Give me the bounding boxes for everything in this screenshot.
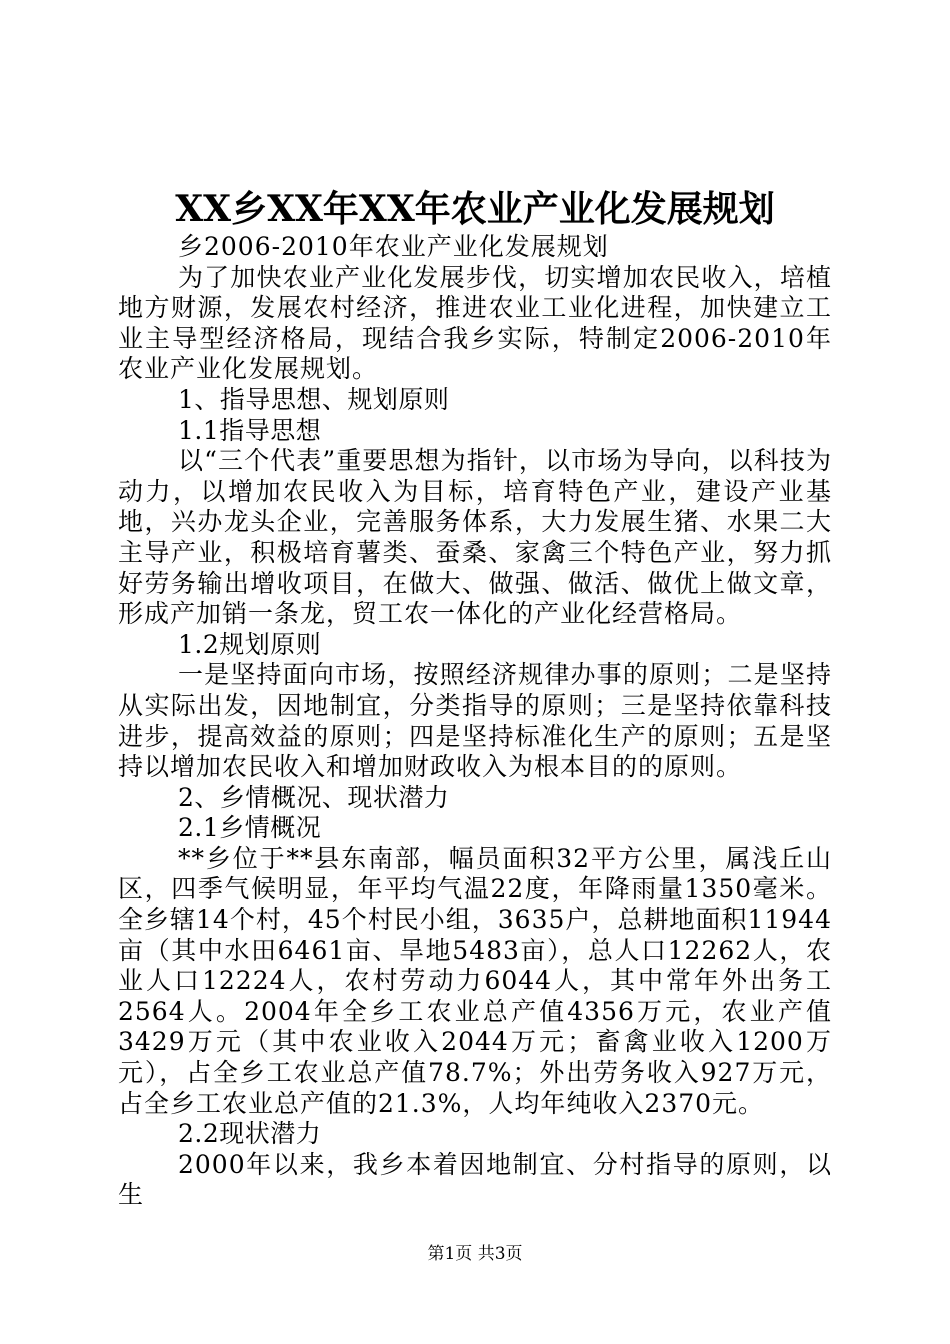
current-status-paragraph: 2000年以来，我乡本着因地制宜、分村指导的原则，以生 xyxy=(118,1149,832,1210)
intro-paragraph: 为了加快农业产业化发展步伐，切实增加农民收入，培植地方财源，发展农村经济，推进农业工业化进程，加快建立工业主导型经济格局，现结合我乡实际，特制定2006-2010年农业产业化发展规划。 xyxy=(118,262,832,384)
subtitle-paragraph: 乡2006-2010年农业产业化发展规划 xyxy=(178,232,609,261)
planning-principles-paragraph: 一是坚持面向市场，按照经济规律办事的原则；二是坚持从实际出发，因地制宜，分类指导的原则；三是坚持依靠科技进步，提高效益的原则；四是坚持标准化生产的原则；五是坚持以增加农民收入和增加财政收入为根本目的的原则。 xyxy=(118,660,832,782)
section-heading-2: 2、乡情概况、现状潜力 xyxy=(178,782,450,812)
subsection-heading-1-1: 1.1指导思想 xyxy=(178,415,322,445)
page-footer: 第1页 共3页 xyxy=(427,1244,523,1264)
subsection-heading-2-2: 2.2现状潜力 xyxy=(178,1119,322,1149)
subsection-heading-1-2: 1.2规划原则 xyxy=(178,629,322,659)
section-heading-1: 1、指导思想、规划原则 xyxy=(178,384,450,414)
document-body xyxy=(118,232,832,1211)
guiding-ideology-paragraph: 以“三个代表”重要思想为指针，以市场为导向，以科技为动力，以增加农民收入为目标，培育特色产业，建设产业基地，兴办龙头企业，完善服务体系，大力发展生猪、水果二大主导产业，积极培育薯类、蚕桑、家禽三个特色产业，努力抓好劳务输出增收项目，在做大、做强、做活、做优上做文章，形成产加销一条龙，贸工农一体化的产业化经营格局。 xyxy=(118,446,832,629)
subsection-heading-2-1: 2.1乡情概况 xyxy=(178,813,322,843)
township-overview-paragraph: **乡位于**县东南部，幅员面积32平方公里，属浅丘山区，四季气候明显，年平均气温22度，年降雨量1350毫米。全乡辖14个村，45个村民小组，3635户，总耕地面积11944亩（其中水田6461亩、旱地5483亩），总人口12262人，农业人口12224人，农村劳动力6044人，其中常年外出务工2564人。2004年全乡工农业总产值4356万元，农业产值3429万元（其中农业收入2044万元；畜禽业收入1200万元），占全乡工农业总产值78.7%；外出劳务收入927万元，占全乡工农业总产值的21.3%，人均年纯收入2370元。 xyxy=(118,843,832,1118)
document-title: XX乡XX年XX年农业产业化发展规划 xyxy=(175,188,775,230)
